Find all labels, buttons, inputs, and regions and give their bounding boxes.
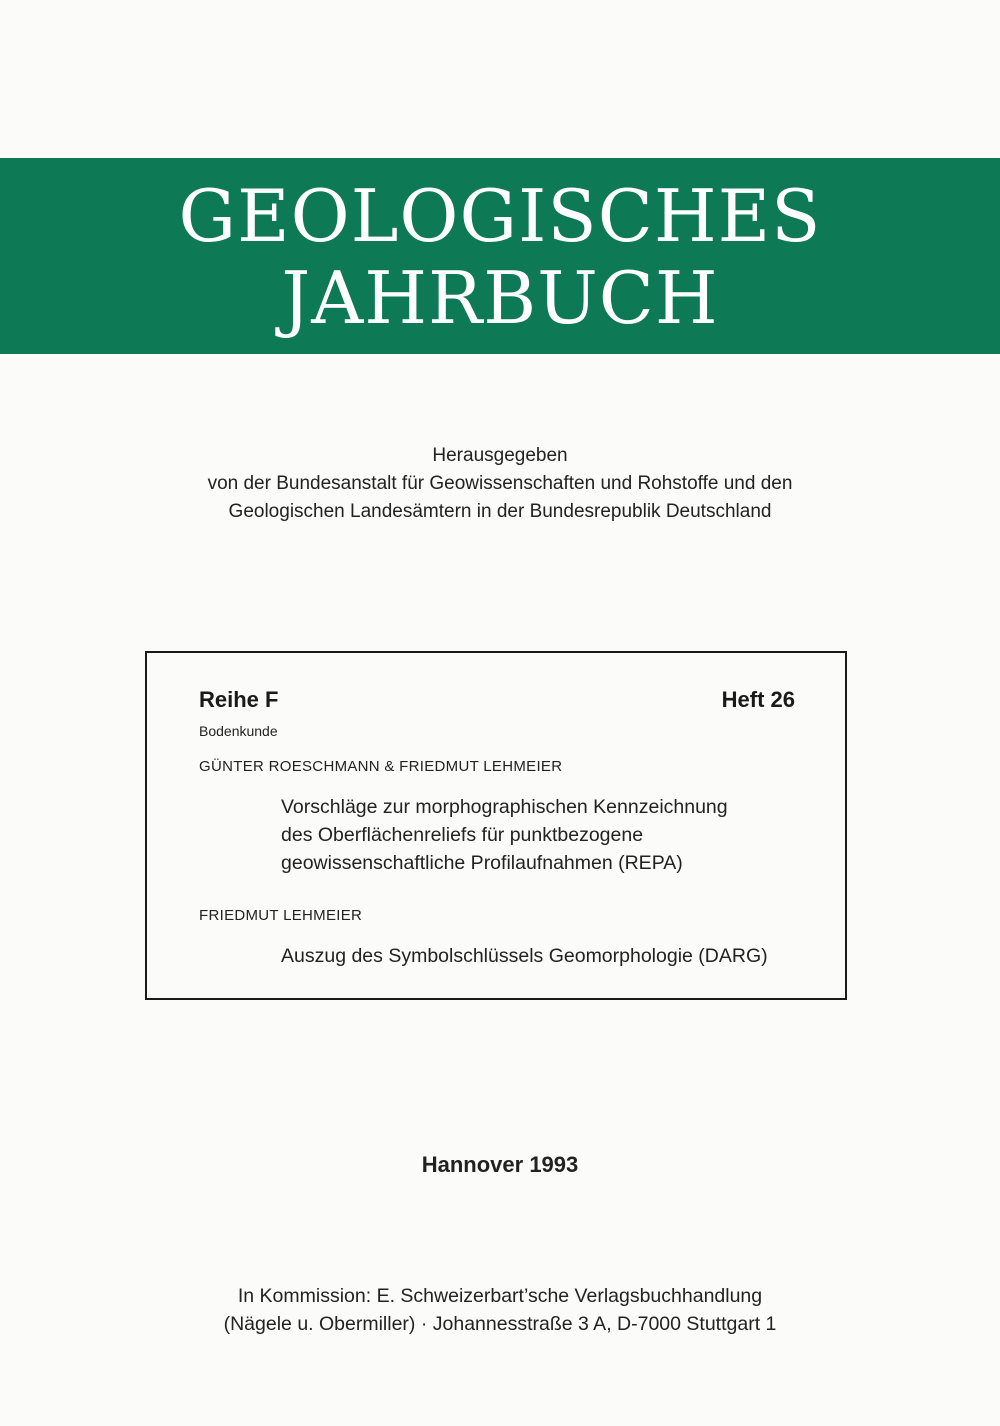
commission-line-1: In Kommission: E. Schweizerbart’sche Verlagsbuchhandlung xyxy=(237,1285,763,1307)
journal-title-line-2: JAHRBUCH xyxy=(281,256,719,340)
article-1-title xyxy=(281,793,728,877)
publisher-line-3: Geologischen Landesämtern in der Bundesrepublik Deutschland xyxy=(228,501,772,522)
article-1-title-line: Vorschläge zur morphographischen Kennzeichnung xyxy=(281,796,728,818)
article-1-title-line: des Oberflächenreliefs für punktbezogene xyxy=(281,824,644,846)
article-2-title xyxy=(281,942,768,970)
article-1-title-line: geowissenschaftliche Profilaufnahmen (REPA) xyxy=(281,852,683,874)
article-1-authors: GÜNTER ROESCHMANN & FRIEDMUT LEHMEIER xyxy=(199,758,563,775)
contents-box xyxy=(145,651,847,1000)
commission-line-2: (Nägele u. Obermiller) · Johannesstraße 3 A, D-7000 Stuttgart 1 xyxy=(223,1313,777,1335)
place-and-year: Hannover 1993 xyxy=(421,1152,579,1177)
article-2-authors: FRIEDMUT LEHMEIER xyxy=(199,907,363,924)
series-subject: Bodenkunde xyxy=(199,723,278,739)
journal-title-line-1: GEOLOGISCHES xyxy=(178,174,822,258)
series-label: Reihe F xyxy=(199,687,279,712)
issue-label: Heft 26 xyxy=(721,687,795,712)
article-2-title-line: Auszug des Symbolschlüssels Geomorphologie (DARG) xyxy=(281,945,768,967)
commission-statement xyxy=(0,1282,1000,1338)
publisher-statement xyxy=(0,442,1000,526)
publisher-line-2: von der Bundesanstalt für Geowissenschaften und Rohstoffe und den xyxy=(207,473,793,494)
publisher-line-1: Herausgegeben xyxy=(432,445,568,466)
